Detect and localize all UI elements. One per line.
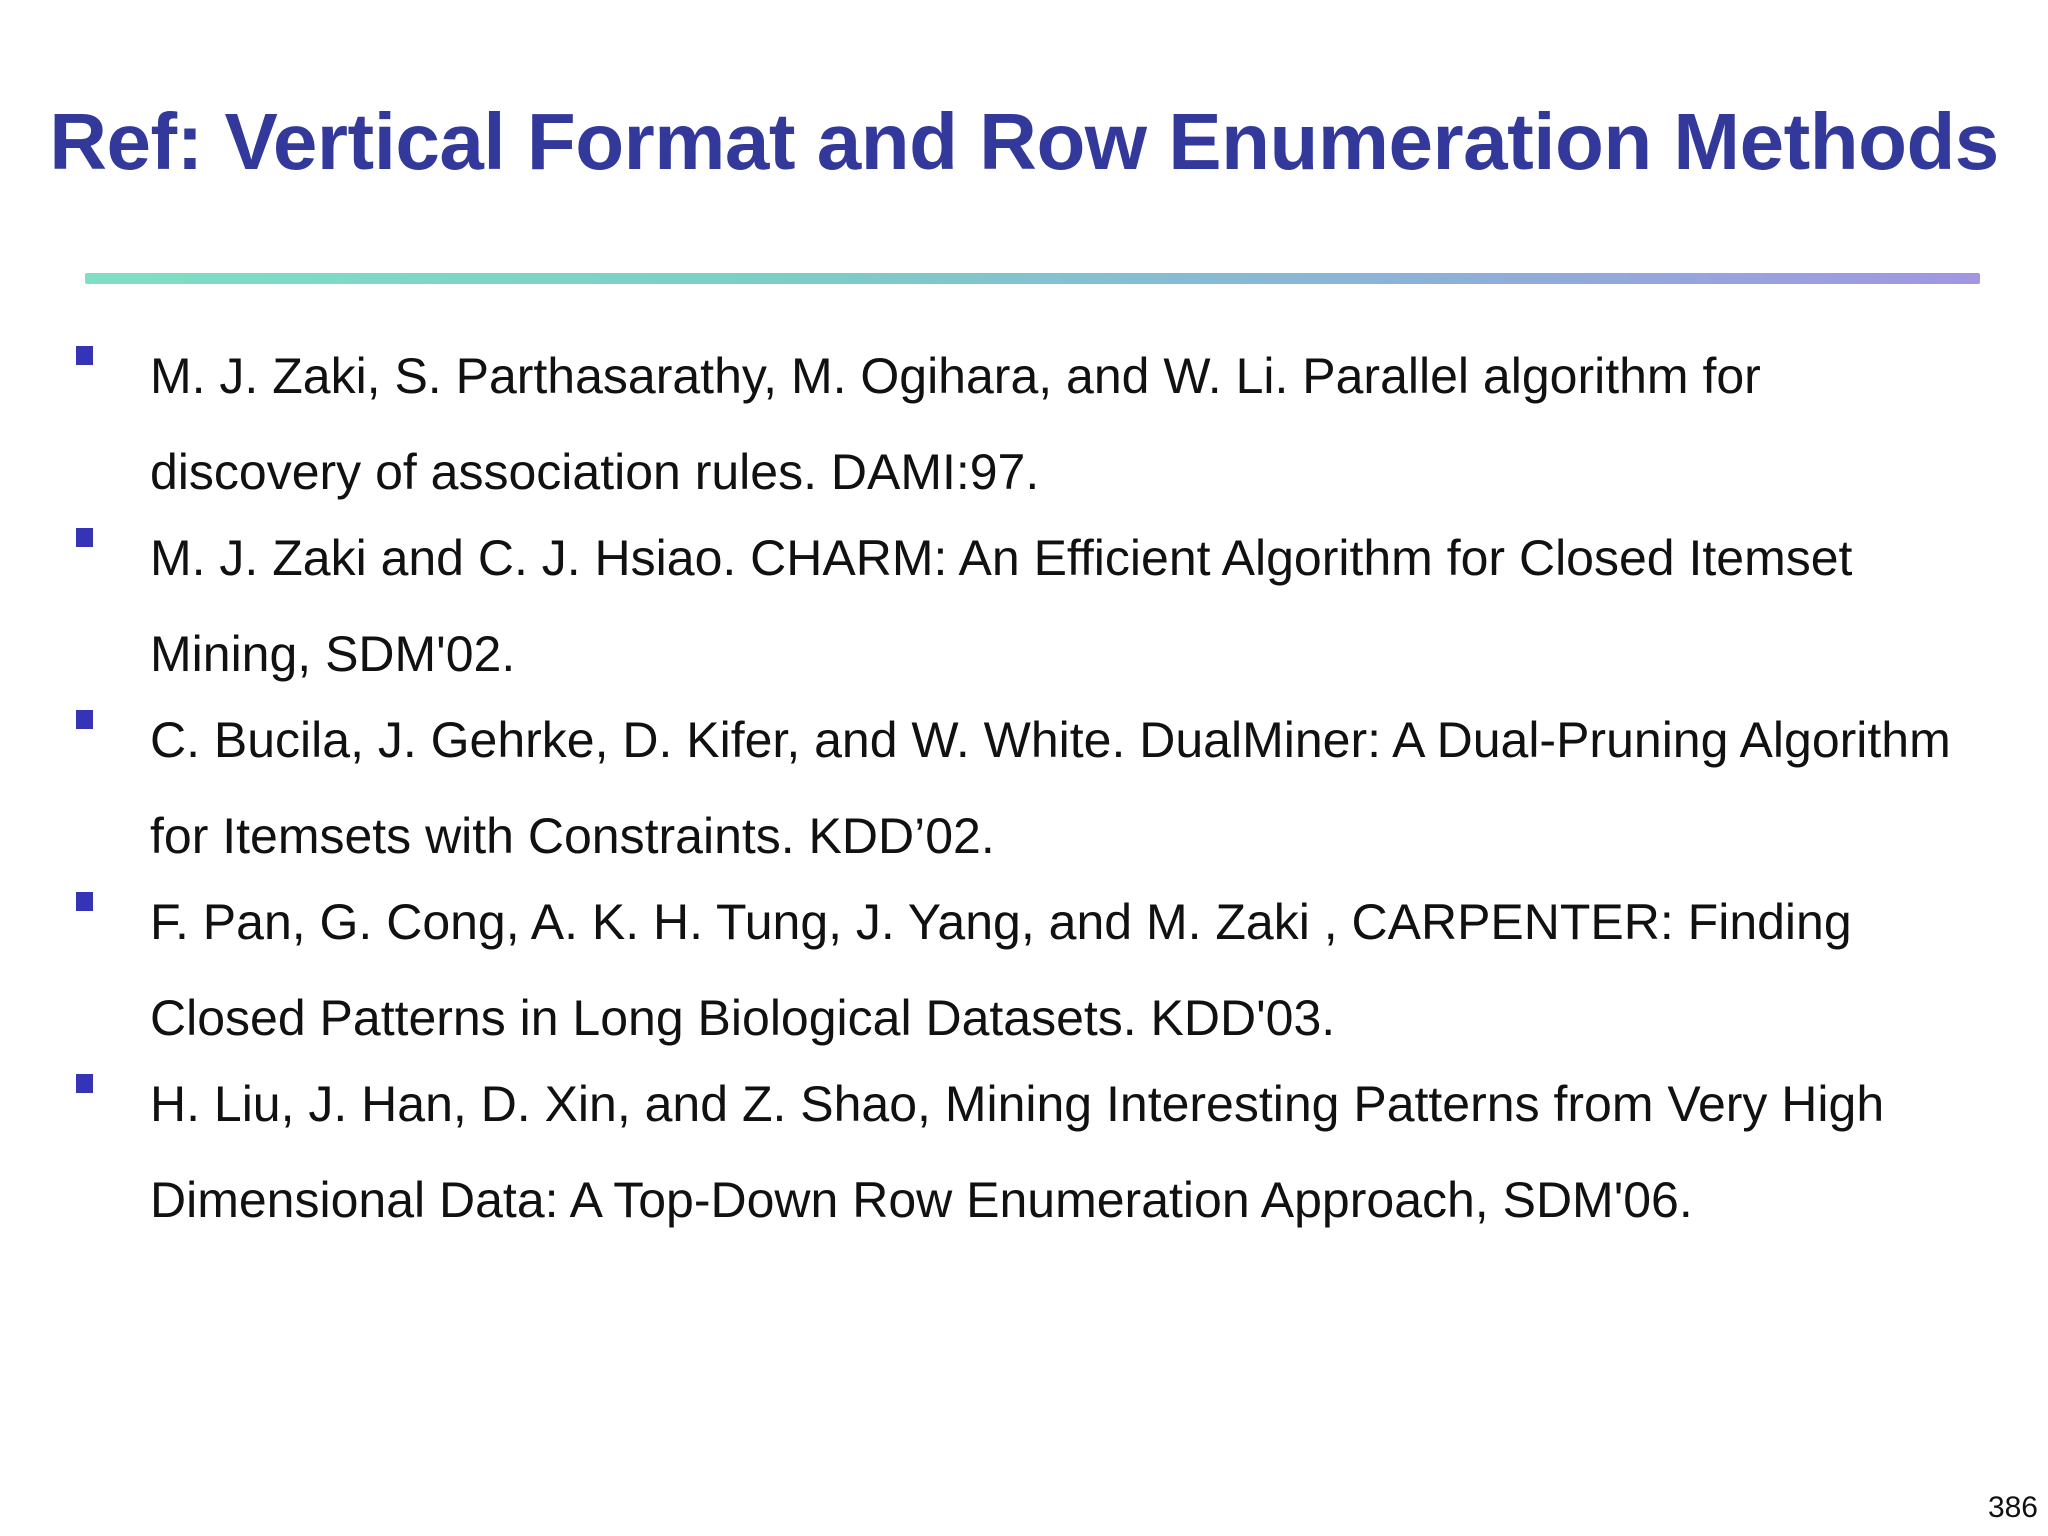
reference-text: M. J. Zaki, S. Parthasarathy, M. Ogihara, and W. Li. Parallel algorithm for discovery of association rules. DAMI:97.: [150, 348, 1761, 500]
reference-text: C. Bucila, J. Gehrke, D. Kifer, and W. White. DualMiner: A Dual-Pruning Algorithm for Itemsets with Constraints. KDD’02.: [150, 712, 1951, 864]
reference-list: [0, 350, 2048, 1260]
square-bullet-icon: [76, 892, 93, 911]
reference-text: M. J. Zaki and C. J. Hsiao. CHARM: An Efficient Algorithm for Closed Itemset Mining, SDM'02.: [150, 530, 1853, 682]
reference-text: F. Pan, G. Cong, A. K. H. Tung, J. Yang, and M. Zaki , CARPENTER: Finding Closed Patterns in Long Biological Datasets. KDD'03.: [150, 894, 1852, 1046]
reference-item: [0, 510, 2048, 702]
reference-item: [0, 874, 2048, 1066]
square-bullet-icon: [76, 1074, 93, 1093]
reference-item: [0, 328, 2048, 520]
reference-item: [0, 1056, 2048, 1248]
reference-item: [0, 692, 2048, 884]
square-bullet-icon: [76, 710, 93, 729]
page-number: 386: [1987, 1491, 2038, 1524]
square-bullet-icon: [76, 528, 93, 547]
title-divider: [85, 273, 1980, 284]
square-bullet-icon: [76, 346, 93, 365]
reference-text: H. Liu, J. Han, D. Xin, and Z. Shao, Mining Interesting Patterns from Very High Dimensional Data: A Top-Down Row Enumeration Approach, SDM'06.: [150, 1076, 1885, 1228]
slide-title: Ref: Vertical Format and Row Enumeration Methods: [49, 97, 1999, 186]
